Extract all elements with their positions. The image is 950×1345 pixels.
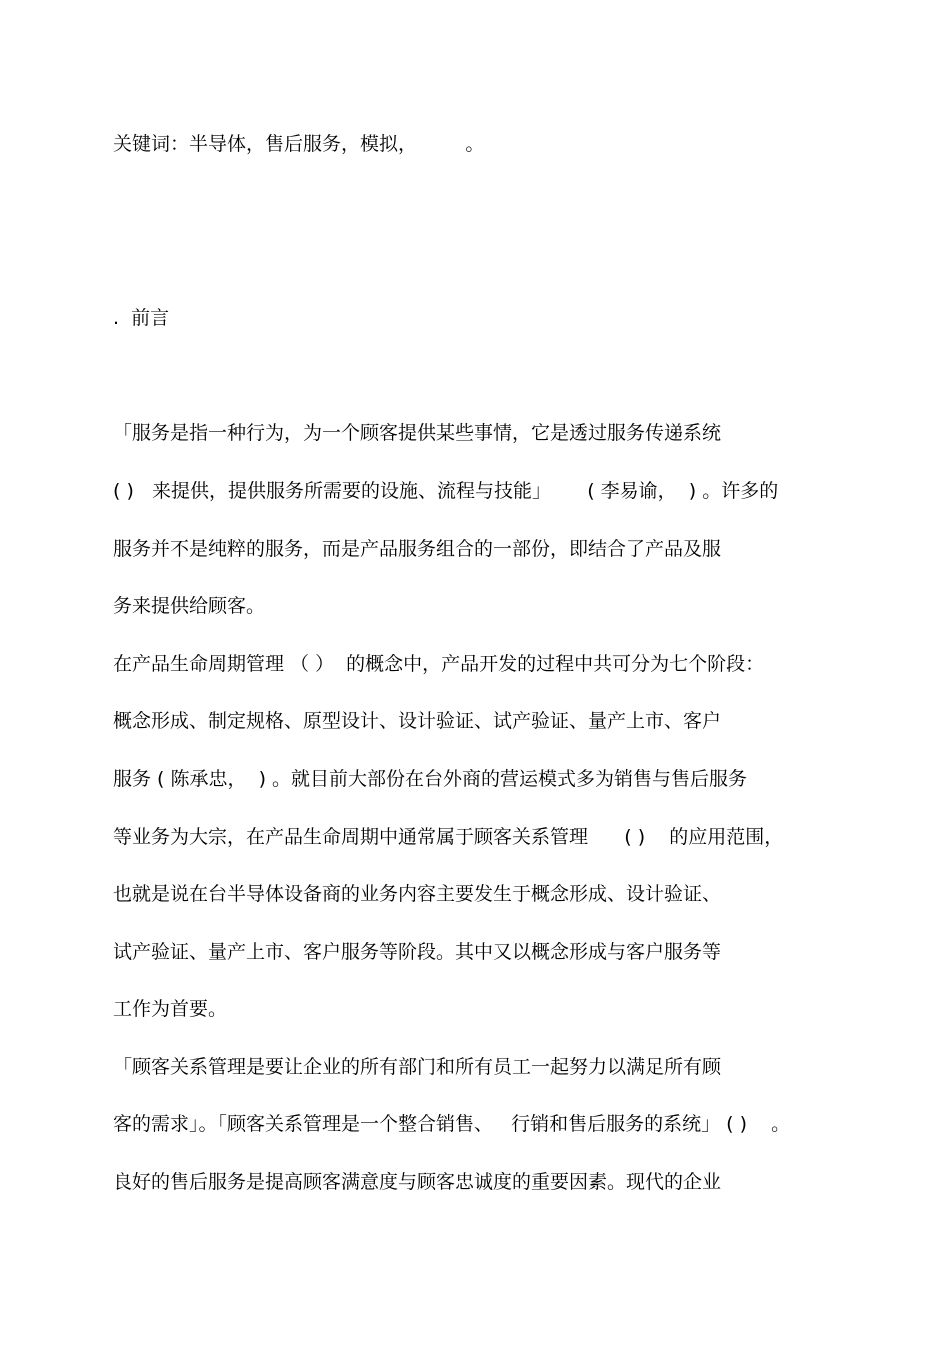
paragraph-line: ( ) 来提供，提供服务所需要的设施、流程与技能」 ( 李易谕， ) 。许多的 bbox=[113, 480, 779, 502]
paragraph-line: 客的需求」。「顾客关系管理是一个整合销售、 行销和售后服务的系统」 ( ) 。 bbox=[113, 1113, 791, 1135]
section-heading: . 前言 bbox=[113, 307, 170, 329]
paragraph-line: 良好的售后服务是提高顾客满意度与顾客忠诚度的重要因素。现代的企业 bbox=[113, 1171, 722, 1193]
paragraph-line: 在产品生命周期管理 （ ） 的概念中，产品开发的过程中共可分为七个阶段： bbox=[113, 653, 765, 675]
paragraph-line: 服务 ( 陈承忠， ) 。就目前大部份在台外商的营运模式多为销售与售后服务 bbox=[113, 768, 748, 790]
paragraph-line: 工作为首要。 bbox=[113, 998, 228, 1020]
paragraph-line: 试产验证、量产上市、客户服务等阶段。其中又以概念形成与客户服务等 bbox=[113, 941, 722, 963]
paragraph-line: 也就是说在台半导体设备商的业务内容主要发生于概念形成、设计验证、 bbox=[113, 883, 722, 905]
paragraph-line: 服务并不是纯粹的服务，而是产品服务组合的一部份，即结合了产品及服 bbox=[113, 538, 722, 560]
paragraph-line: 「顾客关系管理是要让企业的所有部门和所有员工一起努力以满足所有顾 bbox=[113, 1056, 722, 1078]
paragraph-line: 概念形成、制定规格、原型设计、设计验证、试产验证、量产上市、客户 bbox=[113, 710, 722, 732]
paragraph-line: 「服务是指一种行为，为一个顾客提供某些事情，它是透过服务传递系统 bbox=[113, 422, 722, 444]
paragraph-line: 务来提供给顾客。 bbox=[113, 595, 266, 617]
keywords-line: 关键词：半导体，售后服务，模拟， 。 bbox=[113, 133, 485, 155]
paragraph-line: 等业务为大宗，在产品生命周期中通常属于顾客关系管理 ( ) 的应用范围， bbox=[113, 826, 784, 848]
